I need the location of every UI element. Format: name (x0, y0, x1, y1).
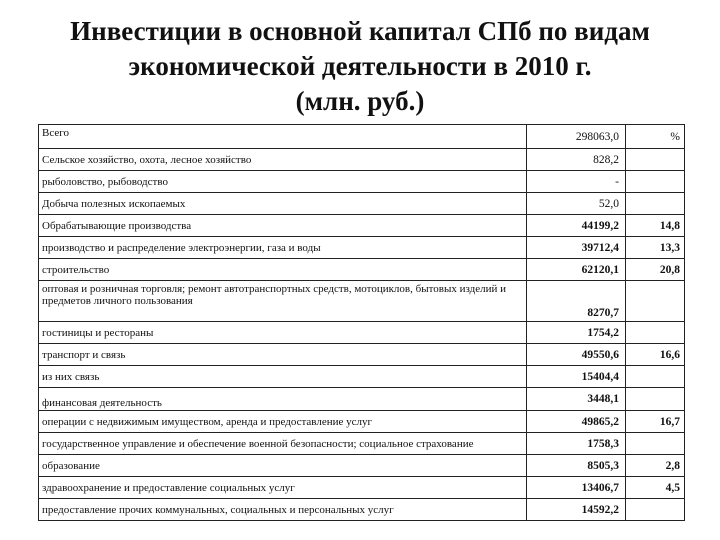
table-row (39, 411, 685, 433)
row-value: 15404,4 (527, 366, 626, 388)
row-value: 828,2 (527, 149, 626, 171)
title-line-3: (млн. руб.) (295, 86, 425, 116)
row-percent: 14,8 (626, 215, 685, 237)
row-value: 62120,1 (527, 259, 626, 281)
table-row (39, 388, 685, 411)
row-label: транспорт и связь (39, 344, 527, 366)
investment-table (38, 124, 685, 521)
row-label: государственное управление и обеспечение военной безопасности; социальное страхование (39, 433, 527, 455)
row-label: оптовая и розничная торговля; ремонт автотранспортных средств, мотоциклов, бытовых изделий и предметов личного пользования (39, 281, 527, 322)
table-row (39, 344, 685, 366)
table-row (39, 499, 685, 521)
table-row (39, 125, 685, 149)
row-percent: 4,5 (626, 477, 685, 499)
row-value: 3448,1 (527, 388, 626, 411)
row-percent (626, 149, 685, 171)
table-row (39, 149, 685, 171)
row-label: рыболовство, рыбоводство (39, 171, 527, 193)
row-label: производство и распределение электроэнергии, газа и воды (39, 237, 527, 259)
title-line-1: Инвестиции в основной капитал СПб по видам (70, 16, 650, 46)
table-row (39, 322, 685, 344)
row-value: 8505,3 (527, 455, 626, 477)
row-percent (626, 322, 685, 344)
row-value: 8270,7 (527, 281, 626, 322)
row-percent: 16,7 (626, 411, 685, 433)
row-label: из них связь (39, 366, 527, 388)
table-row (39, 171, 685, 193)
row-percent: 2,8 (626, 455, 685, 477)
table-row (39, 455, 685, 477)
table-row (39, 477, 685, 499)
row-label: образование (39, 455, 527, 477)
row-value: 39712,4 (527, 237, 626, 259)
row-percent: 13,3 (626, 237, 685, 259)
row-value: 1754,2 (527, 322, 626, 344)
row-label: предоставление прочих коммунальных, социальных и персональных услуг (39, 499, 527, 521)
row-label: Обрабатывающие производства (39, 215, 527, 237)
table-row (39, 237, 685, 259)
row-percent: 16,6 (626, 344, 685, 366)
row-value: 13406,7 (527, 477, 626, 499)
table-row (39, 193, 685, 215)
page-title (0, 14, 720, 119)
row-label: гостиницы и рестораны (39, 322, 527, 344)
row-value: 298063,0 (527, 125, 626, 149)
row-value: 1758,3 (527, 433, 626, 455)
table-row (39, 366, 685, 388)
title-line-2: экономической деятельности в 2010 г. (128, 51, 592, 81)
row-percent (626, 193, 685, 215)
row-label: Сельское хозяйство, охота, лесное хозяйство (39, 149, 527, 171)
row-value: 49550,6 (527, 344, 626, 366)
row-label: операции с недвижимым имуществом, аренда и предоставление услуг (39, 411, 527, 433)
row-label: Всего (39, 125, 527, 149)
row-label: строительство (39, 259, 527, 281)
table-row (39, 259, 685, 281)
row-value: 52,0 (527, 193, 626, 215)
row-percent (626, 388, 685, 411)
table-row (39, 433, 685, 455)
row-value: 44199,2 (527, 215, 626, 237)
row-percent: 20,8 (626, 259, 685, 281)
row-value: 49865,2 (527, 411, 626, 433)
table-row (39, 215, 685, 237)
row-percent (626, 499, 685, 521)
row-percent: % (626, 125, 685, 149)
row-percent (626, 366, 685, 388)
row-percent (626, 171, 685, 193)
row-label: Добыча полезных ископаемых (39, 193, 527, 215)
row-percent (626, 433, 685, 455)
row-label: здравоохранение и предоставление социальных услуг (39, 477, 527, 499)
row-label: финансовая деятельность (39, 388, 527, 411)
row-percent (626, 281, 685, 322)
row-value: - (527, 171, 626, 193)
table-row (39, 281, 685, 322)
row-value: 14592,2 (527, 499, 626, 521)
